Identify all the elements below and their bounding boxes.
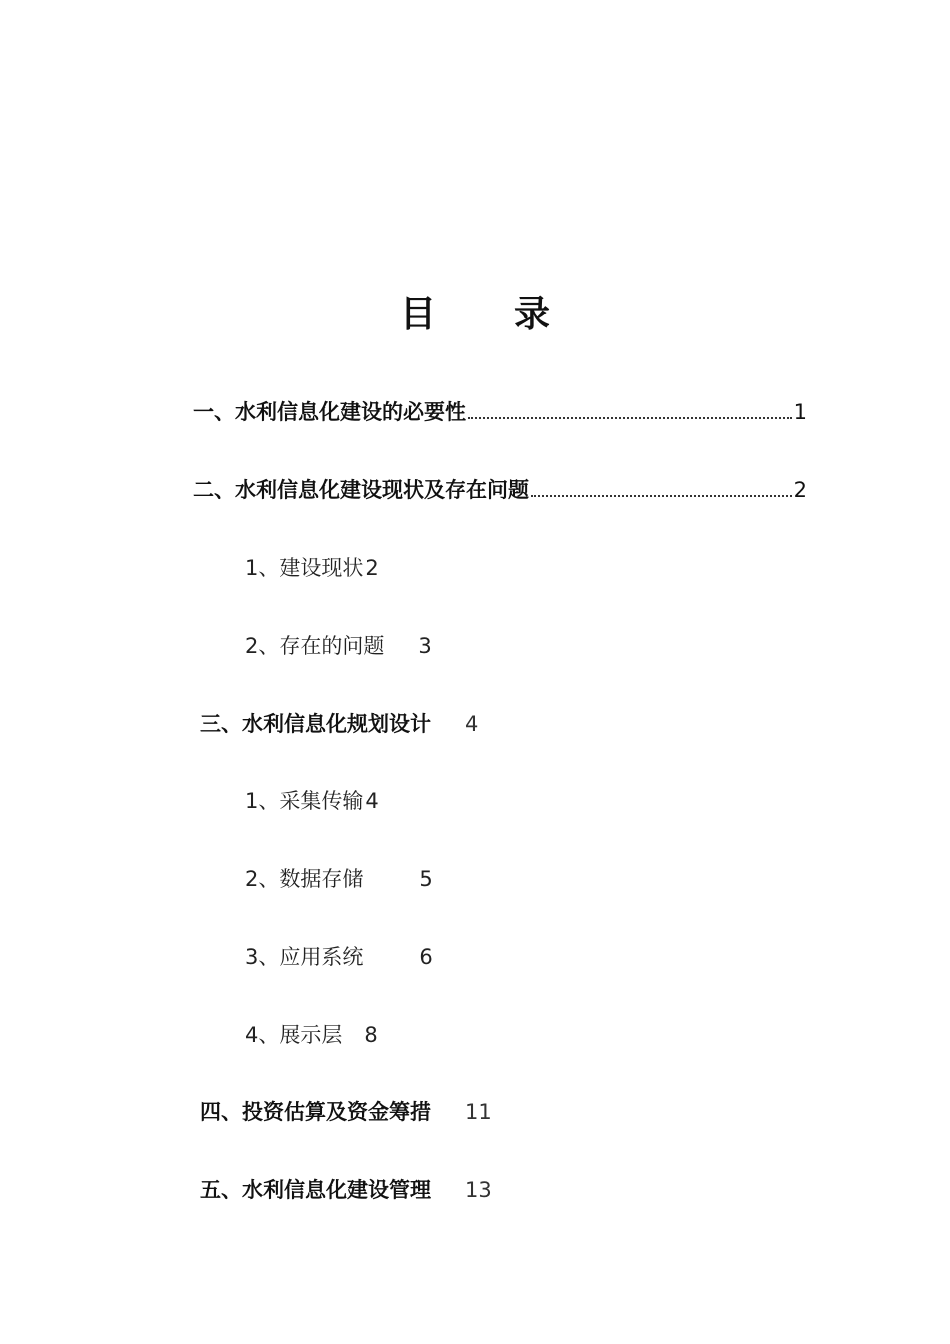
toc-entry-9[interactable]	[245, 1020, 378, 1050]
toc-entry-label: 2、存在的问题	[245, 634, 385, 658]
toc-entry-label: 3、应用系统	[245, 945, 364, 969]
toc-entry-page: 3	[418, 634, 432, 658]
toc-entry-label: 1、采集传输	[245, 789, 364, 813]
toc-entry-label: 1、建设现状	[245, 556, 364, 580]
toc-entry-8[interactable]	[245, 942, 433, 972]
toc-entry-3[interactable]	[245, 553, 379, 583]
toc-entry-5[interactable]	[200, 709, 478, 739]
toc-entry-page: 8	[364, 1023, 378, 1047]
toc-entry-label: 四、投资估算及资金筹措	[200, 1100, 431, 1124]
toc-entry-page: 6	[419, 945, 433, 969]
toc-entry-page: 4	[365, 789, 379, 813]
toc-entry-label: 三、水利信息化规划设计	[200, 712, 431, 736]
toc-entry-label: 五、水利信息化建设管理	[200, 1178, 431, 1202]
toc-entry-label: 4、展示层	[245, 1023, 343, 1047]
toc-leader-dots	[468, 417, 792, 419]
toc-entry-page: 2	[793, 478, 807, 502]
toc-entry-label: 二、水利信息化建设现状及存在问题	[193, 478, 529, 502]
toc-entry-6[interactable]	[245, 786, 379, 816]
toc-entry-page: 1	[793, 400, 807, 424]
toc-leader-dots	[531, 495, 792, 497]
toc-entry-7[interactable]	[245, 864, 433, 894]
toc-entry-page: 5	[419, 867, 433, 891]
toc-entry-label: 一、水利信息化建设的必要性	[193, 400, 466, 424]
toc-entry-1[interactable]	[193, 397, 807, 427]
toc-entry-10[interactable]	[200, 1097, 492, 1127]
toc-title	[0, 286, 950, 337]
toc-title-char-1: 目	[399, 294, 436, 335]
toc-entry-page: 11	[465, 1100, 492, 1124]
toc-entry-label: 2、数据存储	[245, 867, 364, 891]
toc-entry-page: 13	[465, 1178, 492, 1202]
toc-entry-2[interactable]	[193, 475, 807, 505]
toc-entry-4[interactable]	[245, 631, 432, 661]
toc-entry-11[interactable]	[200, 1175, 492, 1205]
toc-title-char-2: 录	[514, 294, 551, 335]
toc-entry-page: 2	[365, 556, 379, 580]
toc-entry-page: 4	[465, 712, 479, 736]
